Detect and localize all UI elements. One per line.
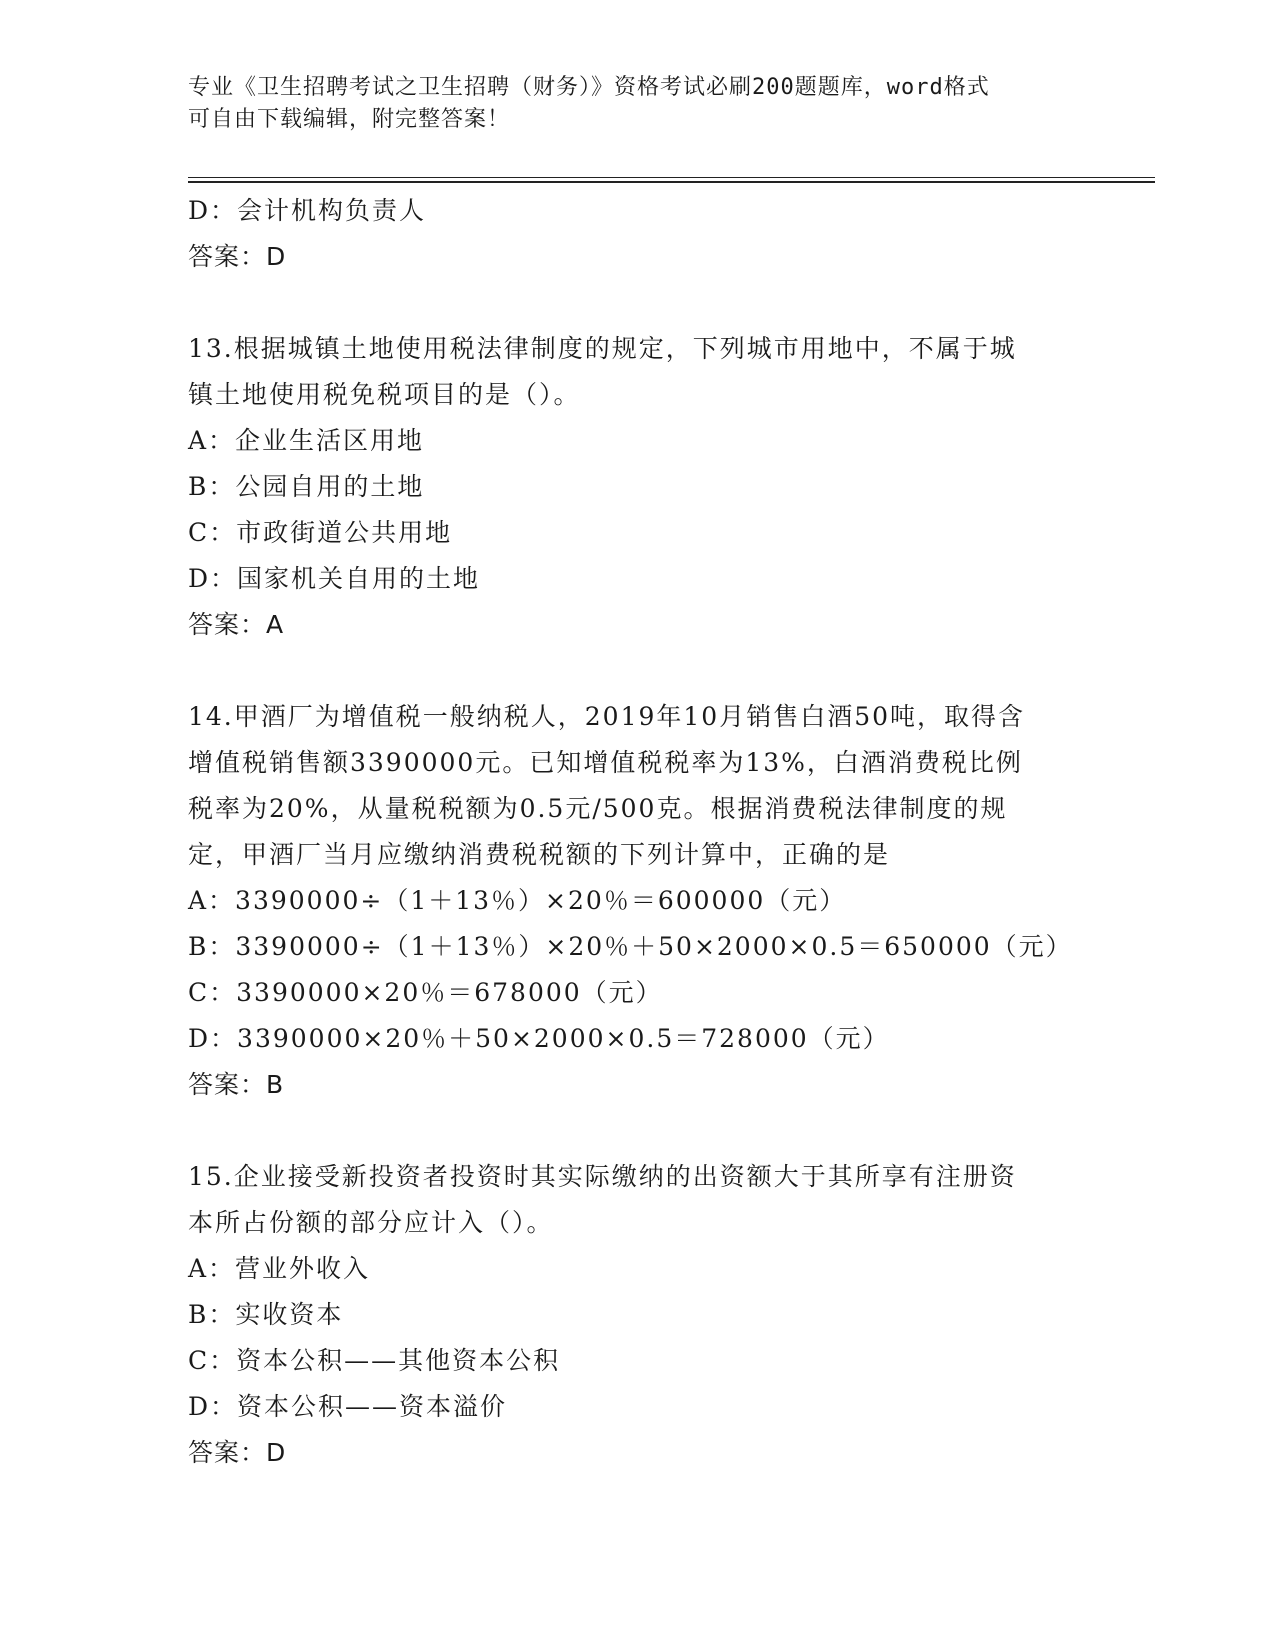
option-d: D：会计机构负责人: [188, 196, 427, 225]
question-13: [188, 326, 1088, 648]
answer-line: 答案：D: [188, 242, 287, 271]
page-content: [188, 188, 1088, 1476]
question-stem-line: 15.企业接受新投资者投资时其实际缴纳的出资额大于其所享有注册资: [188, 1162, 1017, 1191]
option-b: B：公园自用的土地: [188, 472, 425, 501]
question-14: [188, 694, 1088, 1108]
option-d: D：国家机关自用的土地: [188, 564, 481, 593]
header-divider-thin: [188, 177, 1155, 178]
question-stem-line: 税率为20%，从量税税额为0.5元/500克。根据消费税法律制度的规: [188, 794, 1008, 823]
option-d: D：3390000×20％＋50×2000×0.5＝728000（元）: [188, 1024, 890, 1053]
page-header: [188, 72, 1068, 136]
header-line-1: 专业《卫生招聘考试之卫生招聘（财务）》资格考试必刷200题题库，word格式: [188, 75, 990, 100]
option-d: D：资本公积——资本溢价: [188, 1392, 508, 1421]
answer-line: 答案：A: [188, 610, 285, 639]
option-b: B：实收资本: [188, 1300, 344, 1329]
question-stem-line: 14.甲酒厂为增值税一般纳税人，2019年10月销售白酒50吨，取得含: [188, 702, 1026, 731]
answer-line: 答案：B: [188, 1070, 285, 1099]
question-stem-line: 定，甲酒厂当月应缴纳消费税税额的下列计算中，正确的是: [188, 840, 891, 869]
header-line-2: 可自由下载编辑，附完整答案！: [188, 107, 511, 132]
header-divider-thick: [188, 181, 1155, 183]
question-stem-line: 增值税销售额3390000元。已知增值税税率为13%，白酒消费税比例: [188, 748, 1023, 777]
option-c: C：资本公积——其他资本公积: [188, 1346, 561, 1375]
answer-line: 答案：D: [188, 1438, 287, 1467]
option-b: B：3390000÷（1＋13％）×20％＋50×2000×0.5＝650000（元）: [188, 932, 1073, 961]
previous-question-tail: [188, 188, 1088, 280]
question-stem-line: 13.根据城镇土地使用税法律制度的规定，下列城市用地中，不属于城: [188, 334, 1017, 363]
option-a: A：3390000÷（1＋13％）×20％＝600000（元）: [188, 886, 847, 915]
question-stem-line: 本所占份额的部分应计入（）。: [188, 1208, 554, 1237]
question-stem-line: 镇土地使用税免税项目的是（）。: [188, 380, 581, 409]
option-c: C：市政街道公共用地: [188, 518, 453, 547]
question-15: [188, 1154, 1088, 1476]
option-a: A：企业生活区用地: [188, 426, 425, 455]
option-a: A：营业外收入: [188, 1254, 371, 1283]
option-c: C：3390000×20％＝678000（元）: [188, 978, 663, 1007]
